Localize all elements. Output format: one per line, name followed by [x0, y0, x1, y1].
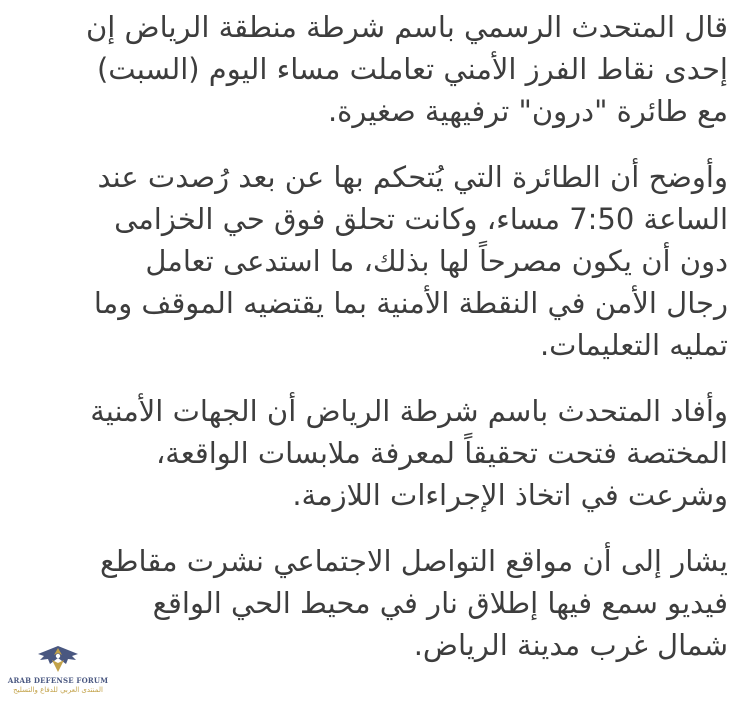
eagle-emblem-icon: [36, 642, 80, 676]
text-line: رجال الأمن في النقطة الأمنية بما يقتضيه الموقف وما: [93, 286, 728, 320]
text-line: وأفاد المتحدث باسم شرطة الرياض أن الجهات الأمنية: [90, 394, 728, 428]
paragraph-4: [20, 540, 728, 666]
text-line: دون أن يكون مصرحاً لها بذلك، ما استدعى تعامل: [145, 244, 728, 278]
text-line: تمليه التعليمات.: [539, 328, 728, 362]
text-line: الساعة 7:50 مساء، وكانت تحلق فوق حي الخزامى: [114, 202, 728, 236]
text-line: مع طائرة "درون" ترفيهية صغيرة.: [327, 94, 728, 128]
text-line: شمال غرب مدينة الرياض.: [413, 628, 728, 662]
paragraph-1: [20, 6, 728, 132]
text-line: إحدى نقاط الفرز الأمني تعاملت مساء اليوم (السبت): [96, 52, 728, 86]
article-body: [20, 6, 728, 690]
watermark-subtitle: المنتدى العربي للدفاع والتسليح: [13, 686, 103, 694]
paragraph-2: [20, 156, 728, 366]
text-line: فيديو سمع فيها إطلاق نار في محيط الحي الواقع: [152, 586, 728, 620]
text-line: وشرعت في اتخاذ الإجراءات اللازمة.: [292, 478, 728, 512]
text-line: المختصة فتحت تحقيقاً لمعرفة ملابسات الواقعة،: [155, 436, 728, 470]
text-line: قال المتحدث الرسمي باسم شرطة منطقة الرياض إن: [85, 10, 728, 44]
watermark-title: ARAB DEFENSE FORUM: [7, 676, 109, 685]
text-line: وأوضح أن الطائرة التي يُتحكم بها عن بعد رُصدت عند: [97, 160, 728, 194]
paragraph-3: [20, 390, 728, 516]
arab-defense-forum-watermark: [4, 642, 112, 702]
text-line: يشار إلى أن مواقع التواصل الاجتماعي نشرت مقاطع: [99, 544, 728, 578]
